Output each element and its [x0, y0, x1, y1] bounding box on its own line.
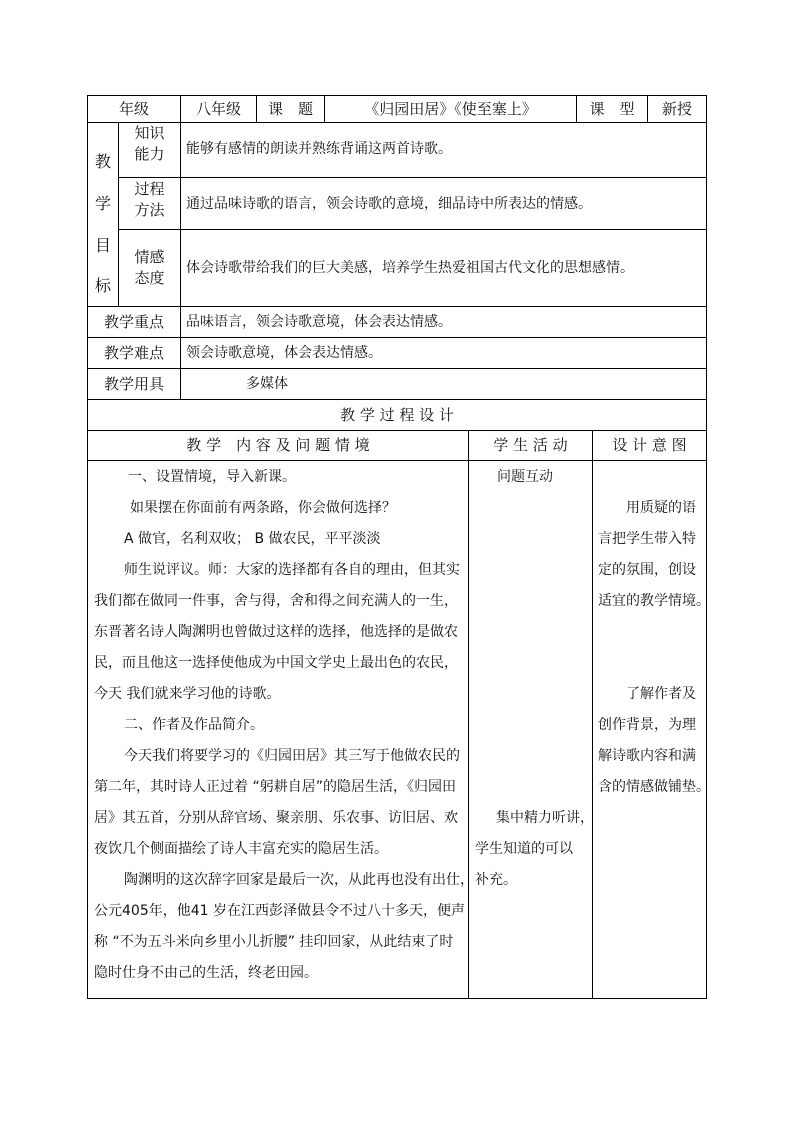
- content-line: 第二年，其时诗人正过着 “躬耕自居”的隐居生活，《归园田: [94, 779, 456, 795]
- type-value: 新授: [661, 100, 692, 118]
- content-line: 我们都在做同一件事，舍与得，舍和得之间充满人的一生，: [94, 593, 458, 609]
- difficulties-content: 领会诗歌意境，体会表达情感。: [186, 345, 382, 361]
- objectives-side-char: 标: [94, 276, 111, 295]
- intent-line: 了解作者及: [626, 686, 696, 702]
- key-points-label: 教学重点: [103, 313, 164, 331]
- rule: [468, 430, 469, 999]
- objectives-side-char: 目: [94, 236, 111, 255]
- column-header-activity: 学 生 活 动: [493, 436, 568, 454]
- rule: [180, 122, 181, 400]
- intent-line: 定的氛围，创设: [598, 562, 696, 578]
- table-border-left: [87, 95, 88, 999]
- type-label: 课 型: [589, 100, 635, 118]
- activity-line: 学生知道的可以: [475, 841, 573, 857]
- grade-value: 八年级: [195, 100, 241, 118]
- content-line: 东晋著名诗人陶渊明也曾做过这样的选择，他选择的是做农: [94, 624, 458, 640]
- content-line: A 做官，名利双收； B 做农民，平平淡淡: [124, 531, 381, 547]
- rule: [592, 430, 593, 999]
- intent-line: 创作背景，为理: [598, 717, 696, 733]
- objectives-side-char: 教: [94, 152, 111, 171]
- objective-label: 过程: [134, 180, 165, 198]
- content-line: 居》其五首，分别从辞官场、聚亲朋、乐农事、访旧居、欢: [94, 810, 458, 826]
- key-points-content: 品味语言，领会诗歌意境，体会表达情感。: [186, 314, 452, 330]
- topic-value: 《归园田居》《使至塞上》: [364, 100, 537, 118]
- objectives-side-char: 学: [94, 194, 111, 213]
- content-line: 如果摆在你面前有两条路，你会做何选择？: [130, 500, 396, 516]
- objective-content: 体会诗歌带给我们的巨大美感，培养学生热爱祖国古代文化的思想感情。: [186, 260, 634, 276]
- topic-label: 课 题: [267, 100, 313, 118]
- column-header-intent: 设 计 意 图: [612, 436, 687, 454]
- difficulties-label: 教学难点: [103, 344, 164, 362]
- intent-line: 用质疑的语: [626, 500, 696, 516]
- table-border-right: [706, 95, 707, 999]
- rule: [87, 460, 707, 461]
- intent-line: 含的情感做铺垫。: [598, 779, 710, 795]
- rule: [118, 177, 707, 178]
- intent-line: 解诗歌内容和满: [598, 748, 696, 764]
- content-line: 二、作者及作品简介。: [124, 717, 264, 733]
- intent-line: 适宜的教学情境。: [598, 593, 710, 609]
- table-border-bottom: [87, 998, 707, 999]
- content-line: 一、设置情境，导入新课。: [128, 469, 296, 485]
- content-line: 今天 我们就来学习他的诗歌。: [94, 686, 281, 702]
- content-line: 公元405年，他41 岁在江西彭泽做县令不过八十多天，便声: [94, 903, 465, 919]
- objective-label: 能力: [134, 145, 165, 163]
- process-title: 教 学 过 程 设 计: [340, 406, 454, 424]
- objective-label: 态度: [134, 269, 165, 287]
- content-line: 民，而且他这一选择使他成为中国文学史上最出色的农民，: [94, 655, 458, 671]
- content-line: 今天我们将要学习的《归园田居》其三写于他做农民的: [124, 748, 460, 764]
- objective-label: 情感: [134, 248, 165, 266]
- objective-label: 方法: [134, 201, 165, 219]
- tools-content: 多媒体: [246, 376, 288, 392]
- objective-content: 通过品味诗歌的语言，领会诗歌的意境，细品诗中所表达的情感。: [186, 196, 592, 212]
- objective-label: 知识: [134, 124, 165, 142]
- content-line: 称 “不为五斗米向乡里小儿折腰” 挂印回家，从此结束了时: [94, 934, 454, 950]
- content-line: 隐时仕身不由己的生活，终老田园。: [94, 965, 318, 981]
- grade-label: 年级: [118, 100, 149, 118]
- rule: [118, 229, 707, 230]
- tools-label: 教学用具: [103, 375, 164, 393]
- content-line: 夜饮几个侧面描绘了诗人丰富充实的隐居生活。: [94, 841, 388, 857]
- content-line: 师生说评议。师：大家的选择都有各自的理由，但其实: [124, 562, 460, 578]
- activity-line: 集中精力听讲，: [496, 810, 594, 826]
- activity-line: 补充。: [475, 872, 517, 888]
- content-line: 陶渊明的这次辞字回家是最后一次，从此再也没有出仕，: [124, 872, 474, 888]
- column-header-content: 教 学 内 容 及 问 题 情 境: [186, 436, 370, 454]
- intent-line: 言把学生带入特: [598, 531, 696, 547]
- activity-line: 问题互动: [497, 469, 553, 485]
- objective-content: 能够有感情的朗读并熟练背诵这两首诗歌。: [186, 141, 452, 157]
